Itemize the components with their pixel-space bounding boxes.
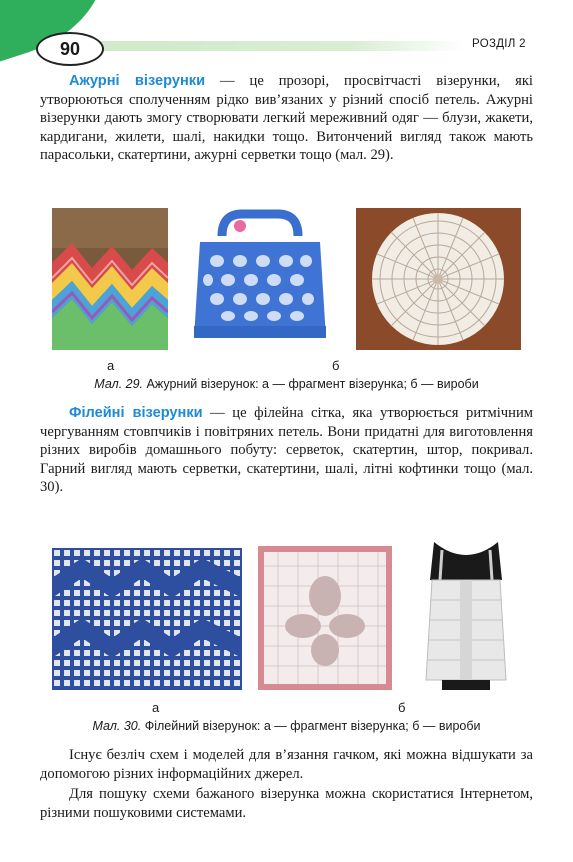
term-openwork: Ажурні візерунки <box>69 73 206 89</box>
photo-openwork-fragment <box>52 208 168 350</box>
section-label: РОЗДІЛ 2 <box>472 38 526 50</box>
fig29-caption-number: Мал. 29. <box>94 377 144 391</box>
fig29-caption-text: Ажурний візерунок: а — фрагмент візерунка; б — вироби <box>143 377 479 391</box>
photo-filet-fragment <box>52 548 242 690</box>
fig30-label-a: а <box>152 700 160 715</box>
paragraph-openwork <box>40 72 533 165</box>
photo-openwork-bag <box>182 206 338 350</box>
fig29-label-a: а <box>107 358 115 373</box>
paragraph-schemes: Існує безліч схем і моделей для в’язання гачком, які можна відшукати за допомогою різних інформаційних джерел. <box>40 747 533 782</box>
paragraph-openwork-text: — це прозорі, просвітчасті візерунки, які утворюються сполученням рідко вив’язаних у різний спосіб петель. Ажурні візерунки дають змогу створювати легкий мереживний одяг — блузи, жакети, кардигани, жилети, шалі, накидки тощо. Витончений вигляд також мають парасольки, скатертини, ажурні серветки тощо (мал. 29). <box>40 73 533 164</box>
term-filet: Філейні візерунки <box>69 405 203 421</box>
photo-filet-top <box>412 540 520 692</box>
fig30-label-b: б <box>398 700 406 715</box>
paragraph-filet <box>40 404 533 497</box>
page-number: 90 <box>36 32 104 66</box>
paragraph-filet-text: — це філейна сітка, яка утворюється ритмічним чергуванням стовпчиків і повітряних петель. Вони придатні для виготовлення різних виробів домашнього побуту: серветок, скатертин, штор, покривал. Гарний вигляд мають серветки, скатертини, шалі, літні кофтинки тощо (мал. 30). <box>40 405 534 496</box>
paragraph-search: Для пошуку схеми бажаного візерунка можна скористатися Інтернетом, різними пошуковими системами. <box>40 786 533 821</box>
photo-filet-napkin <box>258 546 392 690</box>
fig30-caption-text: Філейний візерунок: а — фрагмент візерунка; б — вироби <box>141 719 481 733</box>
fig30-caption-number: Мал. 30. <box>92 719 142 733</box>
fig29-label-b: б <box>332 358 340 373</box>
header-bar <box>86 41 466 51</box>
photo-openwork-doily <box>356 208 521 350</box>
fig30-caption <box>40 719 533 733</box>
fig29-caption <box>40 377 533 391</box>
